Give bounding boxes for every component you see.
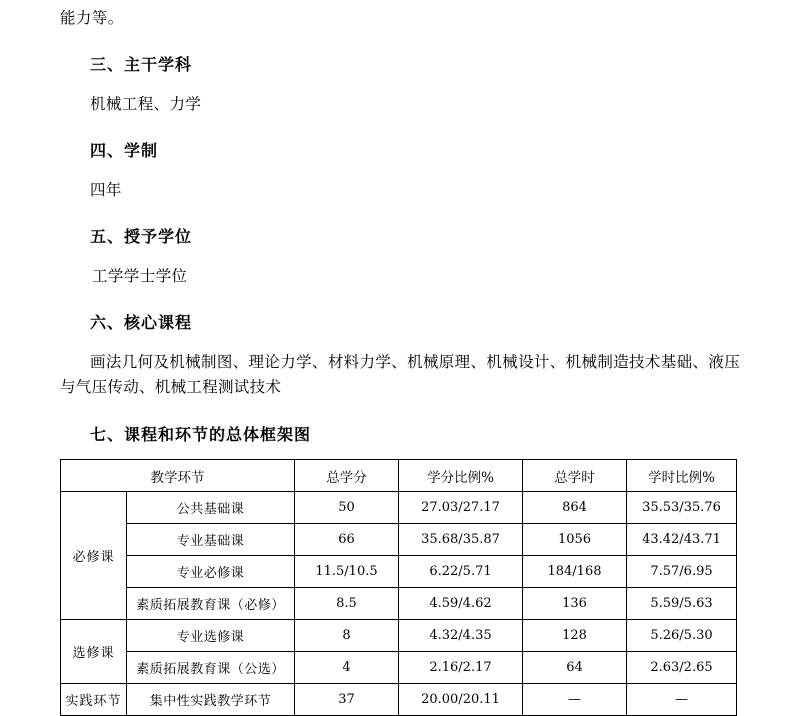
table-cell-credits: 37 [295, 684, 399, 716]
table-cell-credits: 66 [295, 524, 399, 556]
table-cell-hour-pct: — [627, 684, 737, 716]
section-heading-5: 五、授予学位 [90, 227, 193, 247]
table-cell-credit-pct: 35.68/35.87 [399, 524, 523, 556]
table-cell-credits: 8 [295, 620, 399, 652]
table-cell-hours: 1056 [523, 524, 627, 556]
table-cell-hours: 136 [523, 588, 627, 620]
section-body-3: 机械工程、力学 [90, 95, 202, 114]
section-body-6: 画法几何及机械制图、理论力学、材料力学、机械原理、机械设计、机械制造技术基础、液压与气压传动、机械工程测试技术 [60, 353, 740, 397]
table-row [61, 620, 737, 652]
table-cell-name: 专业选修课 [127, 620, 295, 652]
spacer [60, 75, 740, 92]
table-cell-hours: 184/168 [523, 556, 627, 588]
table-group-label: 必修课 [61, 492, 127, 620]
table-cell-hour-pct: 43.42/43.71 [627, 524, 737, 556]
table-row [61, 524, 737, 556]
table-row [61, 556, 737, 588]
spacer [60, 161, 740, 178]
table-cell-name: 专业基础课 [127, 524, 295, 556]
table-cell-hours: 864 [523, 492, 627, 524]
table-cell-name: 素质拓展教育课（必修） [127, 588, 295, 620]
table-cell-name: 素质拓展教育课（公选） [127, 652, 295, 684]
table-cell-name: 专业必修课 [127, 556, 295, 588]
section-body-4: 四年 [90, 181, 122, 200]
table-cell-name: 公共基础课 [127, 492, 295, 524]
table-header-row [61, 460, 737, 492]
table-cell-credit-pct: 2.16/2.17 [399, 652, 523, 684]
section-body-5: 工学学士学位 [92, 267, 188, 286]
table-group-label: 选修课 [61, 620, 127, 684]
table-cell-hours: 128 [523, 620, 627, 652]
table-cell-credit-pct: 6.22/5.71 [399, 556, 523, 588]
table-header-cell: 总学时 [523, 460, 627, 492]
table-cell-hour-pct: 5.59/5.63 [627, 588, 737, 620]
table-cell-credit-pct: 20.00/20.11 [399, 684, 523, 716]
spacer [60, 202, 740, 224]
document-content [60, 0, 740, 716]
framework-table [60, 459, 737, 716]
spacer [60, 288, 740, 310]
spacer [60, 333, 740, 350]
table-cell-name: 集中性实践教学环节 [127, 684, 295, 716]
table-cell-hours: 64 [523, 652, 627, 684]
table-cell-hours: — [523, 684, 627, 716]
table-cell-credits: 50 [295, 492, 399, 524]
table-cell-hour-pct: 5.26/5.30 [627, 620, 737, 652]
section-heading-6: 六、核心课程 [90, 313, 193, 333]
table-group-label: 实践环节 [61, 684, 127, 716]
table-header-cell: 学时比例% [627, 460, 737, 492]
table-cell-credits: 4 [295, 652, 399, 684]
paragraph-continuation: 能力等。 [60, 9, 124, 27]
table-header-cell: 学分比例% [399, 460, 523, 492]
table-row [61, 588, 737, 620]
table-cell-hour-pct: 7.57/6.95 [627, 556, 737, 588]
table-header-cell: 总学分 [295, 460, 399, 492]
table-cell-hour-pct: 2.63/2.65 [627, 652, 737, 684]
table-cell-credit-pct: 27.03/27.17 [399, 492, 523, 524]
table-cell-hour-pct: 35.53/35.76 [627, 492, 737, 524]
table-row [61, 492, 737, 524]
table-cell-credits: 11.5/10.5 [295, 556, 399, 588]
section-heading-7: 七、课程和环节的总体框架图 [90, 425, 312, 445]
section-heading-3: 三、主干学科 [90, 55, 193, 75]
table-cell-credit-pct: 4.59/4.62 [399, 588, 523, 620]
spacer [60, 30, 740, 52]
table-header-cell: 教学环节 [61, 460, 295, 492]
table-row [61, 652, 737, 684]
spacer [60, 400, 740, 422]
table-row [61, 684, 737, 716]
table-cell-credit-pct: 4.32/4.35 [399, 620, 523, 652]
section-heading-4: 四、学制 [90, 141, 159, 161]
table-cell-credits: 8.5 [295, 588, 399, 620]
spacer [60, 116, 740, 138]
spacer [60, 247, 740, 264]
